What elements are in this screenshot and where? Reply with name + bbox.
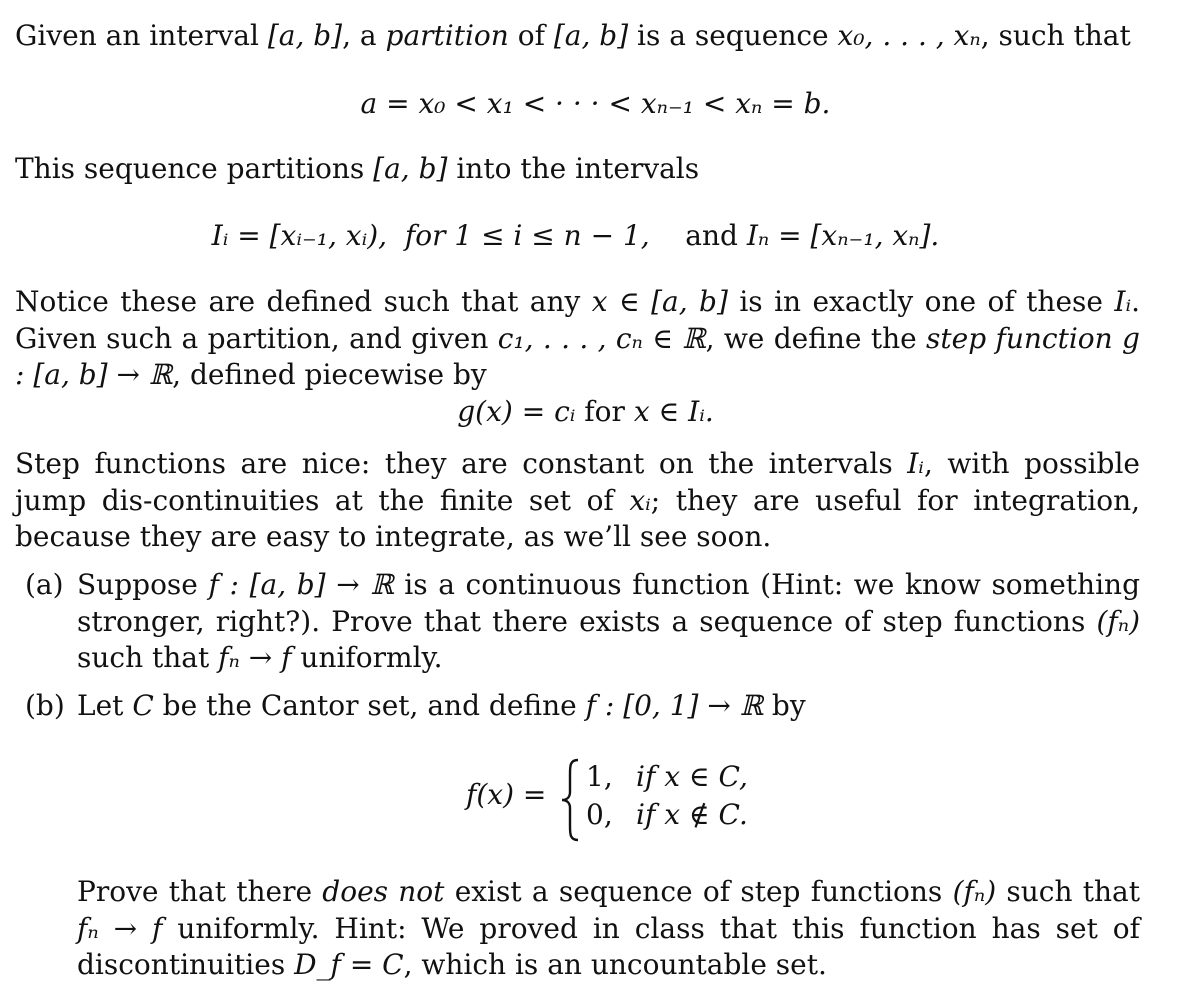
case-value-1: 1, xyxy=(586,760,613,793)
step-functions-nice-paragraph xyxy=(15,446,1140,556)
partition-inequality: a = x₀ < x₁ < · · · < xₙ₋₁ < xₙ = b. xyxy=(360,87,831,120)
case-value-0: 0, xyxy=(586,798,613,831)
g-equals-ci: g(x) = cᵢ xyxy=(457,395,576,428)
f-of-x: f(x) = xyxy=(466,778,547,811)
item-b-prove-text-4: uniformly. Hint: We proved in class that this function has set of discontinuities xyxy=(77,911,1140,981)
intro-paragraph xyxy=(15,18,1140,55)
step-function-definition xyxy=(15,284,1140,394)
Ii-symbol: Iᵢ xyxy=(1114,285,1132,318)
intro-text-3: of xyxy=(517,19,545,52)
interval-ab-3: [a, b] xyxy=(373,152,448,185)
interval-Ii: Iᵢ = [xᵢ₋₁, xᵢ), xyxy=(211,219,388,252)
sequence-x: x₀, . . . , xₙ xyxy=(837,19,981,52)
partition-term: partition xyxy=(385,19,509,52)
p2-text-1: This sequence partitions xyxy=(15,152,365,185)
g-map: g : [a, b] → ℝ xyxy=(15,321,1140,391)
p3-text-1a: Notice these are defined such that any xyxy=(15,285,581,318)
step-function-equation xyxy=(0,394,1181,430)
item-a-text-3: such that xyxy=(77,641,210,674)
step-function-term: step function xyxy=(926,321,1113,355)
interval-ab-2: [a, b] xyxy=(553,19,629,52)
partition-paragraph xyxy=(15,151,1140,188)
fn-converges-a: fₙ → f xyxy=(218,641,292,674)
p3-text-1b: is in exactly one of these xyxy=(739,285,1103,318)
x-in-Ii: x ∈ Iᵢ. xyxy=(633,395,714,428)
x-in-ab: x ∈ [a, b] xyxy=(591,285,728,318)
item-b-prove-text-2: exist a sequence of step functions xyxy=(454,875,943,908)
item-b-text-2: be the Cantor set, and define xyxy=(162,689,577,722)
case-condition-0: if x ∉ C. xyxy=(636,798,748,831)
fn-sequence-b: (fₙ) xyxy=(952,875,997,908)
intro-text-2: , a xyxy=(342,19,377,52)
item-b-text-3: by xyxy=(771,689,806,722)
interval-range: for 1 ≤ i ≤ n − 1, xyxy=(404,219,650,252)
and-word: and xyxy=(685,219,738,252)
p3-text-1c: . Given such a partition, and given xyxy=(15,285,1140,355)
does-not-emphasis: does not xyxy=(322,875,445,908)
item-b-body xyxy=(77,688,1140,725)
item-b-text-1: Let xyxy=(77,689,124,722)
intro-text-4: is a sequence xyxy=(637,19,829,52)
fn-sequence-a: (fₙ) xyxy=(1096,604,1140,638)
item-b-prove-text-3: such that xyxy=(1006,875,1140,908)
fn-converges-b: fₙ → f xyxy=(77,911,163,945)
Ii-symbol-2: Iᵢ xyxy=(907,447,924,480)
item-b-prove-paragraph xyxy=(77,874,1140,984)
item-a-text-4: uniformly. xyxy=(300,641,443,674)
discontinuity-set: D_f = C xyxy=(294,948,404,981)
p3-text-2c: , defined piecewise by xyxy=(172,358,487,391)
interval-ab: [a, b] xyxy=(267,19,343,52)
intervals-equation xyxy=(0,218,1171,254)
cantor-set-symbol: C xyxy=(132,689,154,722)
intro-text-5: , such that xyxy=(980,19,1131,52)
item-a-text-1: Suppose xyxy=(77,568,198,601)
item-b-label: (b) xyxy=(25,689,65,722)
item-b-prove-text-5: , which is an uncountable set. xyxy=(403,948,827,981)
p4-text-1: Step functions are nice: they are constant on the intervals xyxy=(15,447,893,480)
f-map-a: f : [a, b] → ℝ xyxy=(208,568,394,601)
item-a-body xyxy=(77,567,1140,677)
p2-text-2: into the intervals xyxy=(456,152,700,185)
left-brace-icon xyxy=(560,758,582,842)
p4-text-2: , with possible jump dis-continuities at the finite set of xyxy=(15,447,1140,517)
p3-text-2b: , we define the xyxy=(705,321,917,355)
item-a-label: (a) xyxy=(25,568,64,601)
p4-text-3: ; they are useful for integration, because they are easy to integrate, as we’ll see soon. xyxy=(15,483,1141,553)
for-word: for xyxy=(584,395,625,428)
intro-text-1: Given an interval xyxy=(15,19,259,52)
interval-In: Iₙ = [xₙ₋₁, xₙ]. xyxy=(746,219,940,252)
case-condition-1: if x ∈ C, xyxy=(636,760,748,793)
item-b-prove-text-1: Prove that there xyxy=(77,875,313,908)
f-map-b: f : [0, 1] → ℝ xyxy=(585,689,763,722)
cantor-indicator-equation xyxy=(466,758,786,838)
item-a-text-2: is a continuous function (Hint: we know something stronger, right?). Prove that there exists a sequence of step functions xyxy=(77,568,1140,638)
xi-symbol: xᵢ xyxy=(629,483,651,517)
c-values: c₁, . . . , cₙ ∈ ℝ xyxy=(497,321,706,355)
